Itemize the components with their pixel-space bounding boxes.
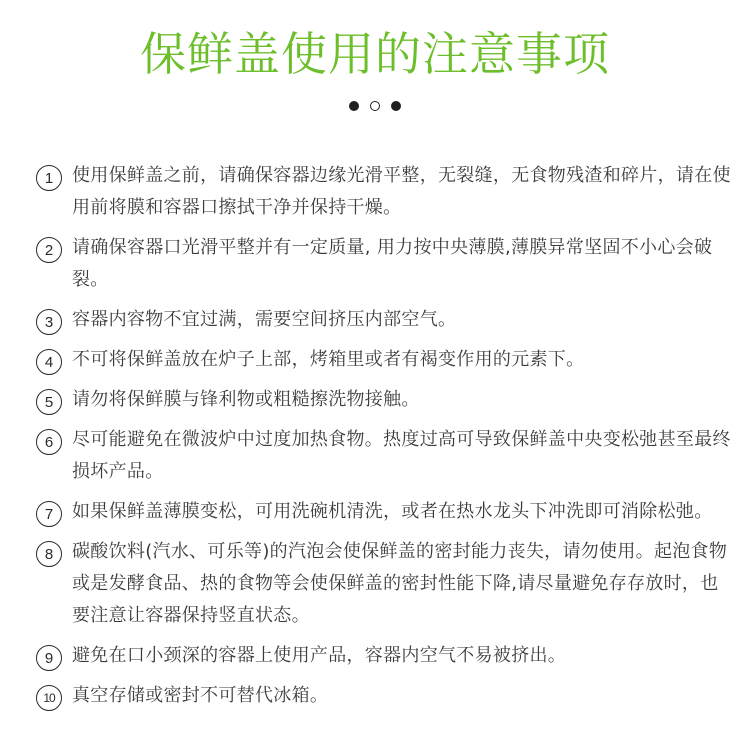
- notice-text: 避免在口小颈深的容器上使用产品，容器内空气不易被挤出。: [72, 645, 567, 666]
- notice-item-10: [36, 680, 736, 712]
- notice-item-7: [36, 496, 736, 528]
- notice-item-3: [36, 304, 736, 336]
- page-title: 保鲜盖使用的注意事项: [140, 27, 610, 81]
- notice-text: 如果保鲜盖薄膜变松，可用洗碗机清洗，或者在热水龙头下冲洗即可消除松弛。: [72, 501, 713, 522]
- notice-item-4: [36, 344, 736, 376]
- circled-number-2: 2: [36, 237, 62, 263]
- notice-list: [36, 160, 736, 720]
- circled-number-6: 6: [36, 429, 62, 455]
- notice-text: 请确保容器口光滑平整并有一定质量, 用力按中央薄膜,薄膜异常坚固不小心会破裂。: [72, 237, 713, 290]
- notice-text: 真空存储或密封不可替代冰箱。: [72, 685, 329, 706]
- notice-item-6: [36, 424, 736, 488]
- notice-text: 尽可能避免在微波炉中过度加热食物。热度过高可导致保鲜盖中央变松弛甚至最终损坏产品。: [72, 429, 731, 482]
- notice-text: 使用保鲜盖之前，请确保容器边缘光滑平整，无裂缝，无食物残渣和碎片，请在使用前将膜和容器口擦拭干净并保持干燥。: [72, 165, 731, 218]
- notice-text: 不可将保鲜盖放在炉子上部，烤箱里或者有褐变作用的元素下。: [72, 349, 585, 370]
- dot-hollow: [370, 101, 380, 111]
- circled-number-7: 7: [36, 501, 62, 527]
- notice-item-9: [36, 640, 736, 672]
- circled-number-1: 1: [36, 165, 62, 191]
- pagination-dots: [0, 101, 750, 111]
- circled-number-5: 5: [36, 389, 62, 415]
- notice-text: 容器内容物不宜过满，需要空间挤压内部空气。: [72, 309, 457, 330]
- notice-item-2: [36, 232, 736, 296]
- circled-number-3: 3: [36, 309, 62, 335]
- dot-filled: [349, 101, 359, 111]
- notice-item-8: [36, 536, 736, 632]
- circled-number-8: 8: [36, 541, 62, 567]
- notice-item-1: [36, 160, 736, 224]
- circled-number-9: 9: [36, 645, 62, 671]
- notice-item-5: [36, 384, 736, 416]
- notice-text: 请勿将保鲜膜与锋利物或粗糙擦洗物接触。: [72, 389, 420, 410]
- dot-filled: [391, 101, 401, 111]
- notice-text: 碳酸饮料(汽水、可乐等)的汽泡会使保鲜盖的密封能力丧失，请勿使用。起泡食物或是发酵食品、热的食物等会使保鲜盖的密封性能下降,请尽量避免存存放时，也要注意让容器保持竖直状态。: [72, 541, 728, 626]
- circled-number-4: 4: [36, 349, 62, 375]
- circled-number-10: 10: [36, 685, 62, 711]
